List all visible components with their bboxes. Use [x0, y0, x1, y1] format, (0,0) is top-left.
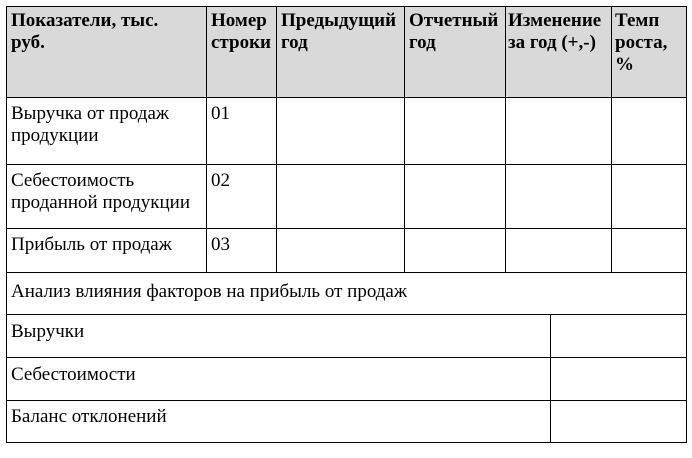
- row-divider: [6, 228, 687, 229]
- section-title: Анализ влияния факторов на прибыль от продаж: [11, 281, 407, 302]
- header-change: Изменение за год (+,-): [508, 10, 602, 53]
- column-divider: [206, 6, 207, 273]
- table-border-top: [6, 6, 687, 7]
- row-profit-line-number: 03: [211, 234, 230, 255]
- column-divider: [550, 314, 551, 443]
- row-revenue-label: Выручка от продаж продукции: [11, 103, 170, 146]
- factor-revenue-label: Выручки: [11, 321, 85, 342]
- row-divider: [6, 357, 687, 358]
- header-report-year: Отчетный год: [409, 10, 499, 53]
- table-border-left: [6, 6, 7, 443]
- row-cost-label: Себестоимость проданной продукции: [11, 170, 190, 213]
- column-divider: [611, 6, 612, 273]
- row-revenue-line-number: 01: [211, 103, 230, 124]
- row-cost-line-number: 02: [211, 170, 230, 191]
- factor-cost-label: Себестоимости: [11, 364, 136, 385]
- row-profit-label: Прибыль от продаж: [11, 234, 172, 255]
- table-border-right: [686, 6, 687, 443]
- column-divider: [505, 6, 506, 273]
- row-divider: [6, 314, 687, 315]
- header-bottom-border: [6, 97, 687, 98]
- header-line-number: Номер строки: [211, 10, 271, 53]
- header-indicator: Показатели, тыс. руб.: [11, 10, 159, 53]
- row-divider: [6, 272, 687, 273]
- row-divider: [6, 400, 687, 401]
- header-growth-rate: Темп роста, %: [615, 10, 668, 75]
- row-divider: [6, 164, 687, 165]
- factor-balance-label: Баланс отклонений: [11, 406, 167, 427]
- column-divider: [404, 6, 405, 273]
- header-previous-year: Предыдущий год: [281, 10, 397, 53]
- table-border-bottom: [6, 442, 687, 443]
- column-divider: [276, 6, 277, 273]
